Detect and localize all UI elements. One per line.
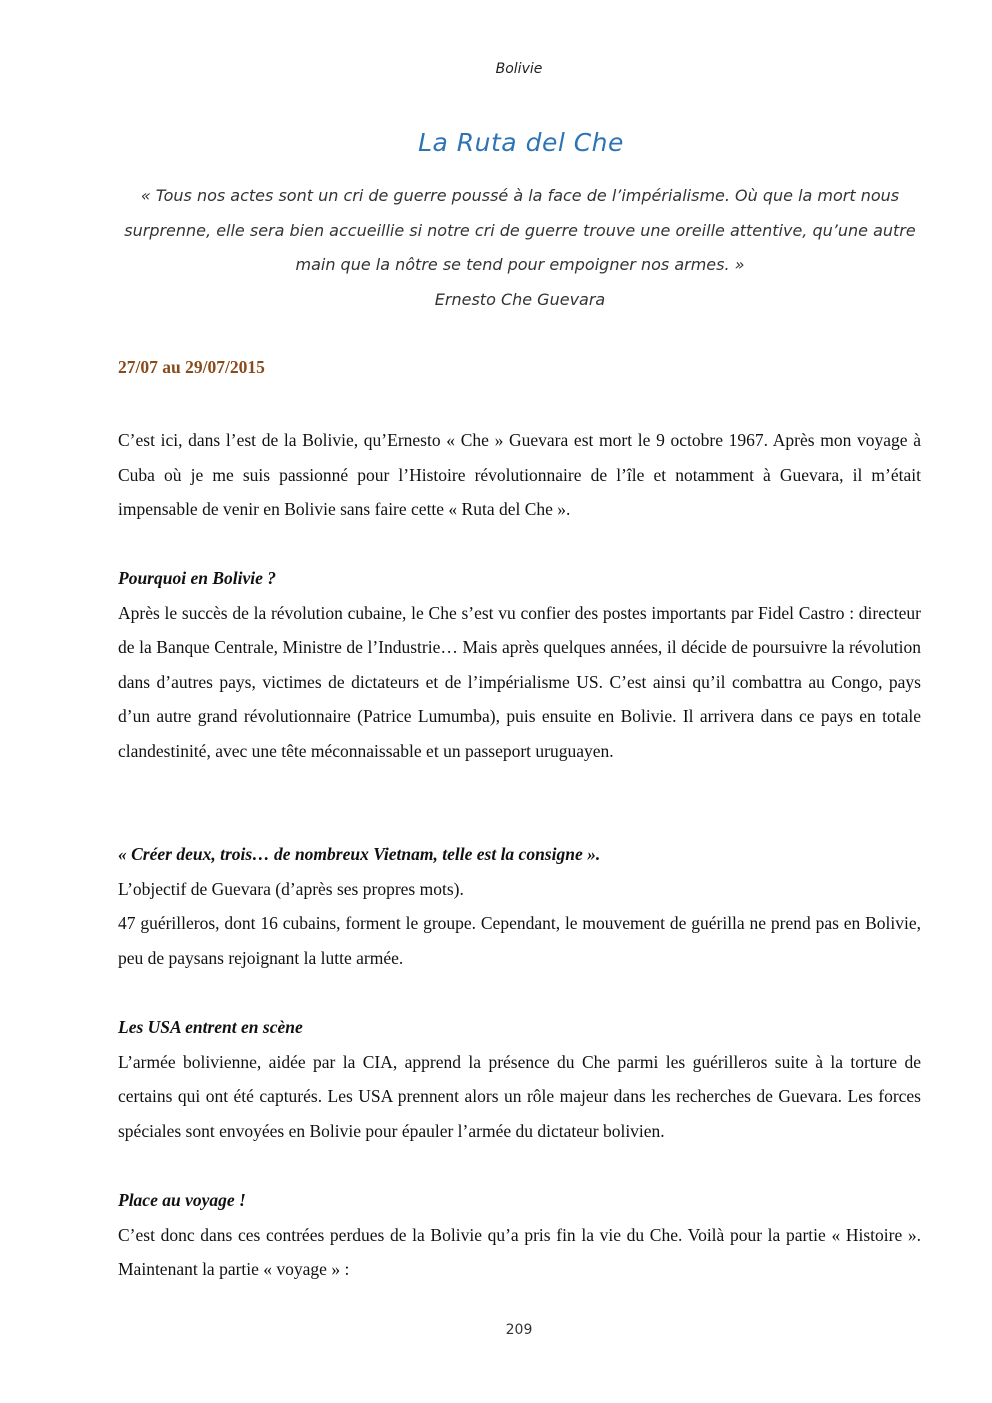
page-number: 209 xyxy=(505,1322,533,1338)
section-why-bolivia xyxy=(118,561,921,769)
section-paragraph: 47 guérilleros, dont 16 cubains, forment le groupe. Cependant, le mouvement de guérilla ne prend pas en Bolivie, peu de paysans rejoignant la lutte armée. xyxy=(118,913,921,968)
section-paragraph: L’armée bolivienne, aidée par la CIA, apprend la présence du Che parmi les guérilleros suite à la torture de certains qui ont été capturés. Les USA prennent alors un rôle majeur dans les recherches de Guevara. Les forces spéciales sont envoyées en Bolivie pour épauler l’armée du dictateur bolivien. xyxy=(118,1051,921,1141)
section-heading: Les USA entrent en scène xyxy=(118,1017,303,1037)
section-heading: Pourquoi en Bolivie ? xyxy=(118,568,276,588)
section-vietnam-quote xyxy=(118,837,921,975)
section-paragraph: C’est donc dans ces contrées perdues de la Bolivie qu’a pris fin la vie du Che. Voilà pour la partie « Histoire ». Maintenant la partie « voyage » : xyxy=(118,1224,921,1280)
section-paragraph: Après le succès de la révolution cubaine, le Che s’est vu confier des postes importants par Fidel Castro : directeur de la Banque Centrale, Ministre de l’Industrie… Mais après quelques années, il décide de poursuivre la révolution dans d’autres pays, victimes de dictateurs et de l’impérialisme US. C’est ainsi qu’il combattra au Congo, pays d’un autre grand révolutionnaire (Patrice Lumumba), puis ensuite en Bolivie. Il arrivera dans ce pays en totale clandestinité, avec une tête méconnaissable et un passeport uruguayen. xyxy=(118,602,921,761)
intro-paragraph-block xyxy=(118,423,921,527)
epigraph-author: Ernesto Che Guevara xyxy=(434,289,606,309)
section-heading: Place au voyage ! xyxy=(118,1190,246,1210)
date-range: 27/07 au 29/07/2015 xyxy=(118,357,265,377)
section-voyage xyxy=(118,1183,921,1287)
page-title: La Ruta del Che xyxy=(418,128,624,157)
intro-paragraph: C’est ici, dans l’est de la Bolivie, qu’Ernesto « Che » Guevara est mort le 9 octobre 1967. Après mon voyage à Cuba où je me suis passionné pour l’Histoire révolutionnaire de l’île et notamment à Guevara, il m’était impensable de venir en Bolivie sans faire cette « Ruta del Che ». xyxy=(118,430,921,520)
epigraph-quote: « Tous nos actes sont un cri de guerre poussé à la face de l’impérialisme. Où que la mort nous surprenne, elle sera bien accueillie si notre cri de guerre trouve une oreille attentive, qu’une autre main que la nôtre se tend pour empoigner nos armes. » xyxy=(124,186,916,274)
section-paragraph: L’objectif de Guevara (d’après ses propres mots). xyxy=(118,878,464,899)
running-header: Bolivie xyxy=(495,61,543,77)
epigraph xyxy=(118,179,922,317)
section-usa xyxy=(118,1010,921,1148)
section-heading: « Créer deux, trois… de nombreux Vietnam, telle est la consigne ». xyxy=(118,844,601,864)
